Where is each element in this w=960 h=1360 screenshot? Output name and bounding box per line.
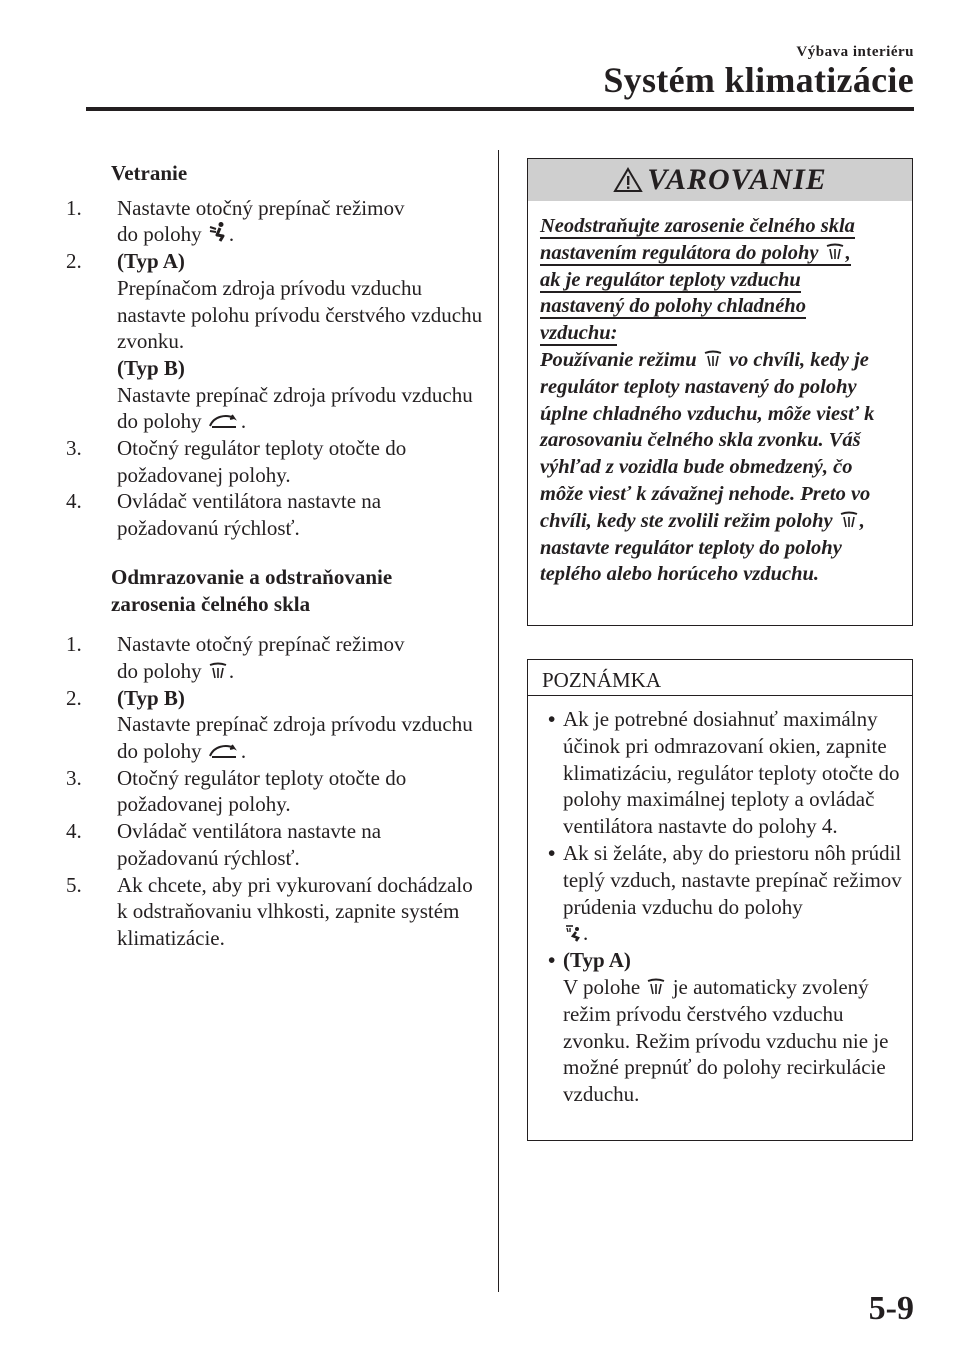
defrost-heading: Odmrazovanie a odstraňovanie zarosenia čelného skla	[111, 564, 393, 616]
fresh-air-icon	[208, 742, 240, 760]
column-divider	[498, 150, 499, 1292]
list-item: 4. Ovládač ventilátora nastavte na požadovanú rýchlosť.	[66, 489, 382, 541]
floor-defrost-icon	[564, 924, 582, 942]
defrost-icon	[839, 511, 859, 529]
section-subtitle: Výbava interiéru	[796, 44, 914, 60]
list-item: 3. Otočný regulátor teploty otočte do požadovanej polohy.	[66, 436, 407, 487]
defrost-steps	[66, 631, 486, 951]
warning-header	[528, 159, 912, 201]
fresh-air-icon	[208, 412, 240, 430]
list-item: • (Typ A) V polohe je automaticky zvolený režim prívodu čerstvého vzduchu zvonku. Režim prívodu vzduchu nie je možné prepnúť do polohy recirkulácie vzduchu.	[548, 948, 889, 1107]
list-item: 1. Nastavte otočný prepínač režimov do polohy .	[66, 195, 405, 247]
list-item: • Ak si želáte, aby do priestoru nôh prúdil teplý vzduch, nastavte prepínač režimov prúdenia vzduchu do polohy .	[548, 840, 902, 946]
defrost-icon	[646, 978, 666, 996]
note-title: POZNÁMKA	[528, 660, 912, 696]
warning-title: VAROVANIE	[647, 163, 827, 196]
list-item: • Ak je potrebné dosiahnuť maximálny účinok pri odmrazovaní okien, zapnite klimatizáciu, regulátor teploty otočte do polohy maximálnej teploty a ovládač ventilátora nastavte do polohy 4.	[548, 707, 900, 839]
warning-icon	[613, 167, 643, 193]
ventilation-heading: Vetranie	[111, 161, 188, 185]
page-number: 5-9	[868, 1290, 914, 1327]
warning-text: Neodstraňujte zarosenie čelného skla nastavením regulátora do polohy , ak je regulátor teploty vzduchu nastavený do polohy chladného vzduchu: Používanie režimu vo chvíli, kedy je regulátor teploty nastavený do polohy úplne chladného vzduchu, môže viesť k zarosovaniu čelného skla zvonku. Váš výhľad z vozidla bude obmedzený, čo môže viesť k závažnej nehode. Preto vo chvíli, kedy ste zvolili režim polohy , nastavte regulátor teploty do polohy teplého alebo horúceho vzduchu.	[540, 215, 875, 586]
list-item: 3. Otočný regulátor teploty otočte do požadovanej polohy.	[66, 765, 407, 817]
list-item: 1. Nastavte otočný prepínač režimov do polohy .	[66, 632, 405, 683]
list-item: 2. (Typ B) Nastavte prepínač zdroja prívodu vzduchu do polohy .	[66, 685, 473, 764]
note-list	[528, 696, 912, 1108]
list-item: 4. Ovládač ventilátora nastavte na požadovanú rýchlosť.	[66, 819, 382, 870]
defrost-icon	[208, 662, 228, 680]
note-box	[527, 659, 913, 1141]
header-rule	[86, 107, 914, 111]
face-vent-icon	[208, 221, 228, 243]
warning-box	[527, 158, 913, 626]
list-item: 2. (Typ A) Prepínačom zdroja prívodu vzduchu nastavte polohu prívodu čerstvého vzduchu zvonku. (Typ B) Nastavte prepínač zdroja prívodu vzduchu do polohy .	[66, 249, 483, 434]
list-item: 5. Ak chcete, aby pri vykurovaní dochádzalo k odstraňovaniu vlhkosti, zapnite systém klimatizácie.	[66, 872, 473, 950]
defrost-icon	[825, 243, 845, 261]
left-column	[66, 160, 486, 952]
defrost-icon	[703, 350, 723, 368]
ventilation-steps	[66, 195, 486, 542]
page-title: Systém klimatizácie	[603, 60, 914, 100]
